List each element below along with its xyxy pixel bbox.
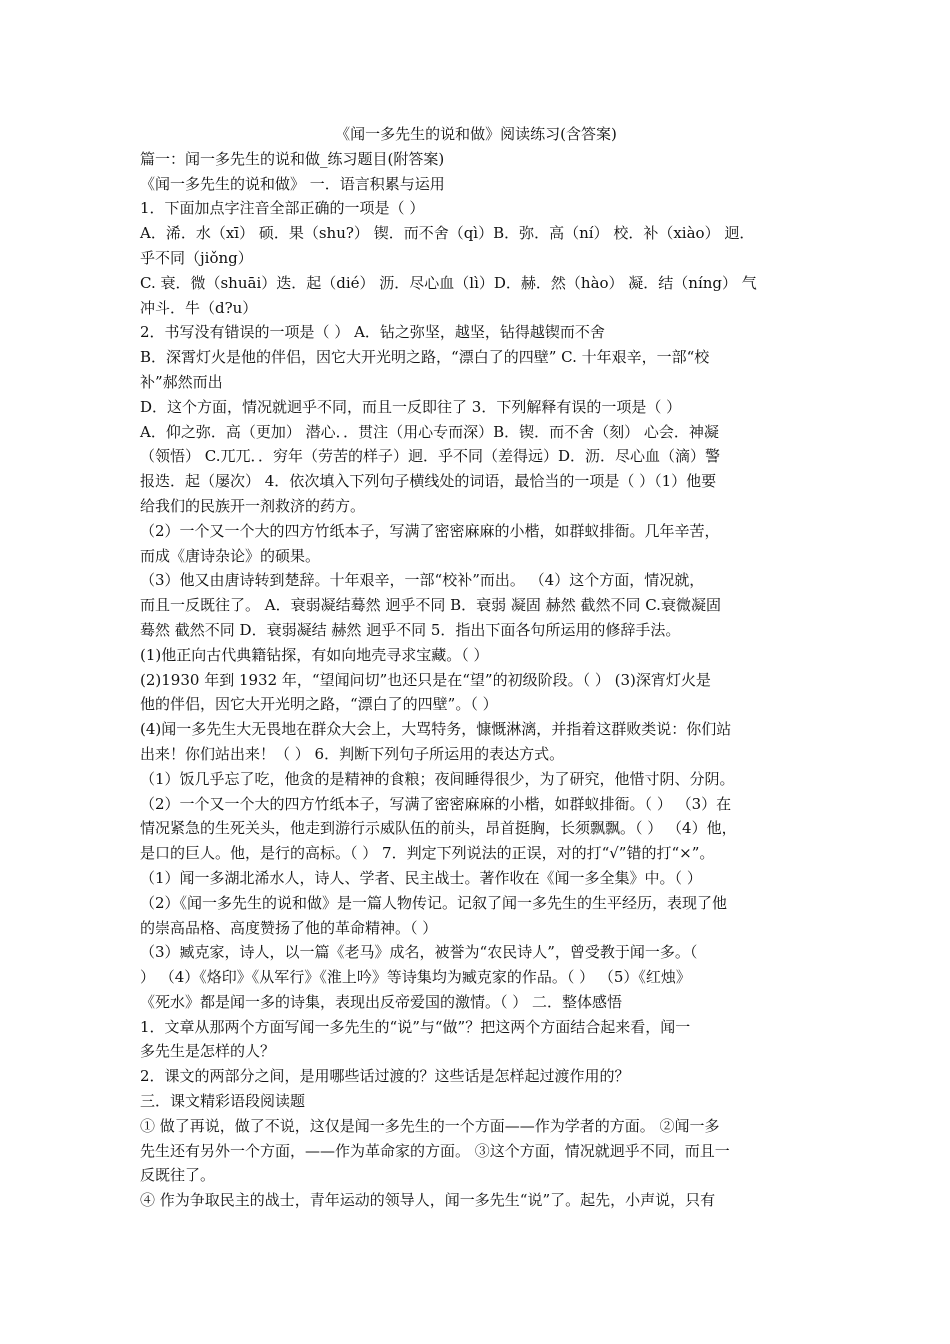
document-title: 《闻一多先生的说和做》阅读练习(含答案) [335,125,617,143]
text-line: 情况紧急的生死关头，他走到游行示威队伍的前头，昂首挺胸，长须飘飘。（ ） （4）他， [140,819,737,838]
text-line: 是口的巨人。他，是行的高标。（ ） 7．判定下列说法的正误，对的打“√”错的打“×”。 [140,844,715,863]
text-line: 《闻一多先生的说和做》 一．语言积累与运用 [140,174,445,193]
text-line: 反既往了。 [140,1166,216,1185]
text-line: C. 衰．微（shuāi）迭．起（dié） 沥．尽心血（lì）D．赫．然（hào） 凝．结（níng） 气 [140,273,757,292]
text-line: A．仰之弥．高（更加） 潜心．．贯注（用心专而深）B．锲．而不舍（刻） 心会．神凝 [140,422,719,441]
text-line: B．深霄灯火是他的伴侣，因它大开光明之路，“漂白了的四壁” C. 十年艰辛，一部“校 [140,348,710,367]
text-line: ① 做了再说，做了不说，这仅是闻一多先生的一个方面——作为学者的方面。 ②闻一多 [140,1116,720,1135]
text-line: 2．书写没有错误的一项是（ ） A．钻之弥坚，越坚，钻得越锲而不舍 [140,323,605,342]
text-line: （2）一个又一个大的四方竹纸本子，写满了密密麻麻的小楷，如群蚁排衙。（ ） （3）在 [140,794,732,813]
text-line: （1）闻一多湖北浠水人，诗人、学者、民主战士。著作收在《闻一多全集》中。（ ） [140,868,702,887]
text-line: 1．文章从那两个方面写闻一多先生的“说”与“做”？把这两个方面结合起来看，闻一 [140,1017,691,1036]
text-line: 乎不同（jiǒng） [140,248,253,267]
text-line: （3）他又由唐诗转到楚辞。十年艰辛，一部“校补”而出。 （4）这个方面，情况就， [140,571,705,590]
document-page [140,122,812,1213]
text-line: 而成《唐诗杂论》的硕果。 [140,546,321,565]
text-line: 篇一：闻一多先生的说和做_练习题目(附答案) [140,149,445,168]
text-line: 而且一反既往了。 A．衰弱凝结蓦然 迥乎不同 B．衰弱 凝固 赫然 截然不同 C.衰微凝固 [140,596,721,615]
text-line: 补”郝然而出 [140,372,223,391]
text-line: （2）《闻一多先生的说和做》是一篇人物传记。记叙了闻一多先生的生平经历，表现了他 [140,893,728,912]
text-line: (4)闻一多先生大无畏地在群众大会上，大骂特务，慷慨淋漓，并指着这群败类说：你们站 [140,720,732,739]
text-line: （3）臧克家，诗人，以一篇《老马》成名，被誉为“农民诗人”，曾受教于闻一多。（ [140,943,698,962]
text-line: 冲斗．牛（d?u） [140,298,258,317]
text-line: 的崇高品格、高度赞扬了他的革命精神。（ ） [140,918,438,937]
text-line: 报迭．起（屡次） 4．依次填入下列句子横线处的词语，最恰当的一项是（ ）（1）他要 [140,472,717,491]
text-line: D．这个方面，情况就迥乎不同，而且一反即往了 3．下列解释有误的一项是（ ） [140,397,682,416]
text-line: （1）饭几乎忘了吃，他贪的是精神的食粮；夜间睡得很少，为了研究，他惜寸阴、分阴。 [140,769,735,788]
text-line: 2．课文的两部分之间，是用哪些话过渡的？这些话是怎样起过渡作用的？ [140,1067,630,1086]
text-line: 他的伴侣，因它大开光明之路，“漂白了的四壁”。（ ） [140,695,498,714]
text-line: A．浠．水（xī） 硕．果（shu?） 锲．而不舍（qì）B．弥．高（ní） 校．补（xiào） 迥． [140,224,755,243]
text-line: 《死水》都是闻一多的诗集，表现出反帝爱国的激情。（ ） 二．整体感悟 [140,992,623,1011]
text-line: 出来！你们站出来！（ ） 6．判断下列句子所运用的表达方式。 [140,744,565,763]
text-line: 给我们的民族开一剂救济的药方。 [140,496,366,515]
text-line: (2)1930 年到 1932 年，“望闻问切”也还只是在“望”的初级阶段。（ ） (3)深宵灯火是 [140,670,711,689]
text-line: ④ 作为争取民主的战士，青年运动的领导人，闻一多先生“说”了。起先，小声说，只有 [140,1191,716,1210]
text-line: （2）一个又一个大的四方竹纸本子，写满了密密麻麻的小楷，如群蚁排衙。几年辛苦， [140,521,720,540]
text-line: ） （4）《烙印》《从军行》《淮上吟》等诗集均为臧克家的作品。（ ） （5）《红烛》 [140,968,691,987]
text-line: 1．下面加点字注音全部正确的一项是（ ） [140,199,425,218]
text-line: 蓦然 截然不同 D．衰弱凝结 赫然 迥乎不同 5．指出下面各句所运用的修辞手法。 [140,620,681,639]
text-line: 多先生是怎样的人？ [140,1042,276,1061]
text-line: （领悟） C.兀兀．．穷年（劳苦的样子）迥．乎不同（差得远）D．沥．尽心血（滴）警 [140,447,721,466]
text-line: 先生还有另外一个方面，——作为革命家的方面。 ③这个方面，情况就迥乎不同，而且一 [140,1141,730,1160]
text-line: 三．课文精彩语段阅读题 [140,1092,306,1111]
text-line: (1)他正向古代典籍钻探，有如向地壳寻求宝藏。（ ） [140,645,489,664]
document-body [140,147,812,1213]
